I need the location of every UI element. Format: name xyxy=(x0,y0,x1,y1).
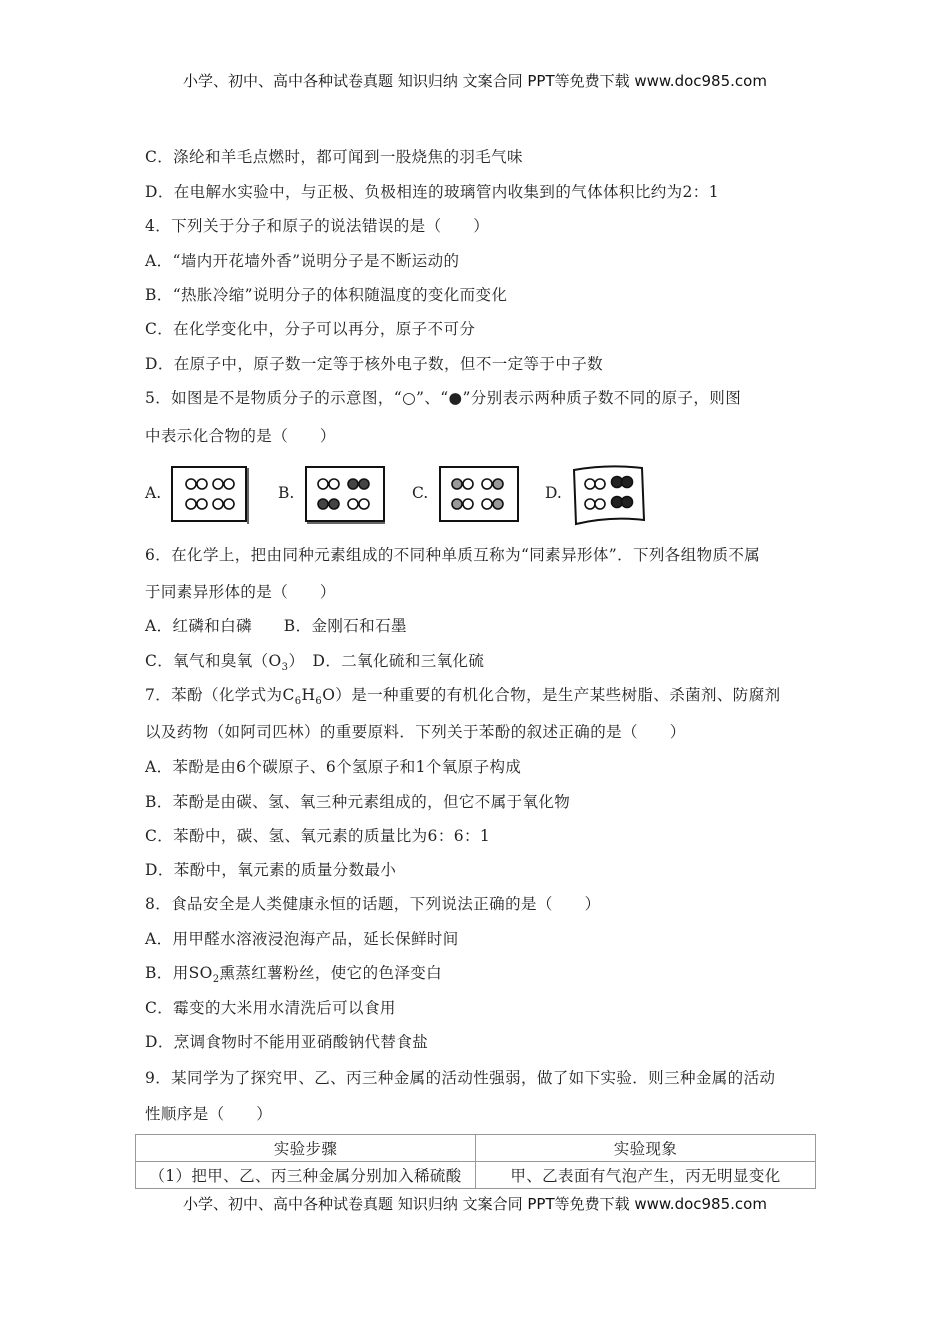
q5-diagram-c xyxy=(437,464,525,526)
q9-experiment-table xyxy=(135,1134,816,1189)
q5-label-d: D. xyxy=(545,484,562,502)
q8-option-d: D．烹调食物时不能用亚硝酸钠代替食盐 xyxy=(145,1033,429,1051)
page-footer: 小学、初中、高中各种试卷真题 知识归纳 文案合同 PPT等免费下载 www.doc985.com xyxy=(183,1195,767,1213)
q7-stem-line1: 7．苯酚（化学式为$C_6H_6O$）是一种重要的有机化合物，是生产某些树脂、杀菌剂、防腐剂 xyxy=(145,686,781,708)
q7-option-b: B．苯酚是由碳、氢、氧三种元素组成的，但它不属于氧化物 xyxy=(145,793,571,811)
q3-option-d: D．在电解水实验中，与正极、负极相连的玻璃管内收集到的气体体积比约为2：1 xyxy=(145,183,719,201)
q5-label-a: A. xyxy=(145,484,162,502)
q8-stem: 8．食品安全是人类健康永恒的话题，下列说法正确的是（ ） xyxy=(145,895,601,913)
q7-stem-line2: 以及药物（如阿司匹林）的重要原料．下列关于苯酚的叙述正确的是（ ） xyxy=(145,723,686,741)
q5-diagram-a xyxy=(169,464,253,526)
q6-stem-line1: 6．在化学上，把由同种元素组成的不同种单质互称为“同素异形体”．下列各组物质不属 xyxy=(145,546,761,564)
table-header-row xyxy=(136,1135,816,1162)
q5-stem-line2: 中表示化合物的是（ ） xyxy=(145,427,336,445)
q4-option-c: C．在化学变化中，分子可以再分，原子不可分 xyxy=(145,320,476,338)
q5-options xyxy=(145,464,685,528)
q7-option-c: C．苯酚中，碳、氢、氧元素的质量比为6：6：1 xyxy=(145,827,491,845)
q4-option-d: D．在原子中，原子数一定等于核外电子数，但不一定等于中子数 xyxy=(145,355,604,373)
table-header-cell: 实验步骤 xyxy=(136,1135,476,1162)
q5-label-c: C. xyxy=(412,484,429,502)
q7-option-d: D．苯酚中，氧元素的质量分数最小 xyxy=(145,861,397,879)
table-row xyxy=(136,1162,816,1189)
q4-stem: 4．下列关于分子和原子的说法错误的是（ ） xyxy=(145,217,490,235)
q5-diagram-b xyxy=(303,464,391,526)
q5-stem-line1: 5．如图是不是物质分子的示意图，“○”、“●”分别表示两种质子数不同的原子，则图 xyxy=(145,389,742,407)
table-cell: 甲、乙表面有气泡产生，丙无明显变化 xyxy=(476,1162,816,1189)
q5-label-b: B. xyxy=(278,484,295,502)
table-header-cell: 实验现象 xyxy=(476,1135,816,1162)
q3-option-c: C．涤纶和羊毛点燃时，都可闻到一股烧焦的羽毛气味 xyxy=(145,148,523,166)
q6-options-ab: A．红磷和白磷 B．金刚石和石墨 xyxy=(145,617,407,635)
q6-stem-line2: 于同素异形体的是（ ） xyxy=(145,583,336,601)
q7-option-a: A．苯酚是由6个碳原子、6个氢原子和1个氧原子构成 xyxy=(145,758,522,776)
q8-option-a: A．用甲醛水溶液浸泡海产品，延长保鲜时间 xyxy=(145,930,459,948)
q8-option-c: C．霉变的大米用水清洗后可以食用 xyxy=(145,999,396,1017)
q6-options-cd: C．氧气和臭氧$(O_3)$ D．二氧化硫和三氧化硫 xyxy=(145,652,485,674)
q5-diagram-d xyxy=(570,464,648,528)
page-header: 小学、初中、高中各种试卷真题 知识归纳 文案合同 PPT等免费下载 www.doc985.com xyxy=(183,72,767,90)
table-cell: （1）把甲、乙、丙三种金属分别加入稀硫酸 xyxy=(136,1162,476,1189)
q9-stem-line1: 9．某同学为了探究甲、乙、丙三种金属的活动性强弱，做了如下实验．则三种金属的活动 xyxy=(145,1069,776,1087)
q9-stem-line2: 性顺序是（ ） xyxy=(145,1105,273,1123)
q4-option-b: B．“热胀冷缩”说明分子的体积随温度的变化而变化 xyxy=(145,286,508,304)
q8-option-b: B．用$SO_2$熏蒸红薯粉丝，使它的色泽变白 xyxy=(145,964,443,986)
q4-option-a: A．“墙内开花墙外香”说明分子是不断运动的 xyxy=(145,252,460,270)
